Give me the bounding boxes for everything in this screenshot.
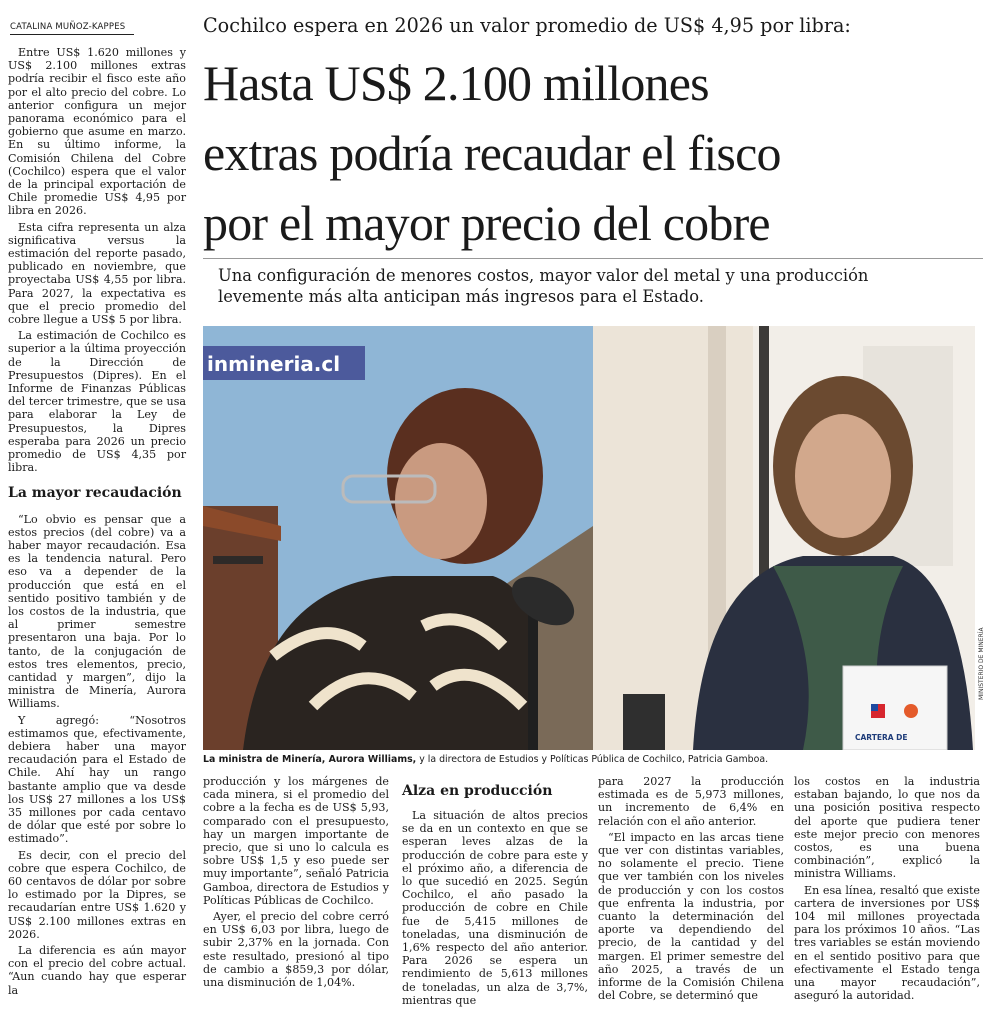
headline (203, 48, 983, 258)
paragraph: Entre US$ 1.620 millones y US$ 2.100 millones extras podría recibir el fisco este año por el alto precio del cobre. Lo anterior configura un mejor panorama económico para el gobierno que asume en marzo. En su último informe, la Comisión Chilena del Cobre (Cochilco) espera que el valor de la principal exportación de Chile promedie US$ 4,95 por libra en 2026. (8, 46, 186, 218)
paragraph: Ayer, el precio del cobre cerró en US$ 6,03 por libra, luego de subir 2,37% en la jornada. Con este resultado, presionó al tipo de cambio a $859,3 por dólar, una disminución de 1,04%. (203, 910, 389, 990)
photo-credit: MINISTERIO DE MINERÍA (978, 627, 985, 700)
paragraph: Es decir, con el precio del cobre que espera Cochilco, de 60 centavos de dólar por sobre lo estimado por la Dipres, se recaudarían entre US$ 1.620 y US$ 2.100 millones extras en 2026. (8, 848, 186, 941)
paragraph: La estimación de Cochilco es superior a la última proyección de la Dirección de Presupuestos (Dipres). En el Informe de Finanzas Públicas del tercer trimestre, que se usa para elaborar la Ley de Presupuestos, la Dipres esperaba para 2026 un precio promedio de US$ 4,35 por libra. (8, 329, 186, 475)
paragraph: “El impacto en las arcas tiene que ver con distintas variables, no solamente el precio. Tiene que ver también con los niveles de producción y con los costos que enfrenta la industria, por cuanto la determinación del aporte va dependiendo del precio, de la cantidad y del margen. El primer semestre del año 2025, a través de un informe de la Comisión Chilena del Cobre, se determinó que (598, 830, 784, 1003)
paragraph: La situación de altos precios se da en un contexto en que se esperan leves alzas de la producción de cobre para este y el próximo año, a diferencia de lo que sucedió en 2025. Según Cochilco, el año pasado la producción de cobre en Chile fue de 5,415 millones de toneladas, una disminución de 1,6% respecto del año anterior. Para 2026 se espera un rendimiento de 5,613 millones de toneladas, un alza de 3,7%, mientras que (402, 809, 588, 1007)
left-column (8, 46, 186, 1000)
headline-line: Hasta US$ 2.100 millones (203, 55, 709, 111)
column-3 (402, 775, 588, 1010)
banner-text: inmineria.cl (207, 352, 341, 376)
divider (203, 258, 983, 259)
section-heading: Alza en producción (402, 783, 553, 799)
column-4 (598, 775, 784, 1005)
headline-line: por el mayor precio del cobre (203, 195, 770, 251)
press-photo (203, 326, 975, 750)
paragraph: “Lo obvio es pensar que a estos precios (del cobre) va a haber mayor recaudación. Esa es la tendencia natural. Pero eso va a depender de la producción que está en el sentido positivo también y de los costos de la industria, que al primer semestre presentaron una baja. Por lo tanto, de la conjugación de estos tres elementos, precio, cantidad y margen”, dijo la ministra de Minería, Aurora Williams. (8, 512, 186, 711)
paragraph: Esta cifra representa un alza significativa versus la estimación del reporte pasado, publicado en noviembre, que proyectaba US$ 4,55 por libra. Para 2027, la expectativa es que el precio promedio del cobre llegue a US$ 5 por libra. (8, 220, 186, 327)
byline: CATALINA MUÑOZ-KAPPES (10, 22, 134, 35)
section-heading: La mayor recaudación (8, 484, 182, 501)
subhead-line: levemente más alta anticipan más ingresos para el Estado. (218, 287, 704, 306)
headline-line: extras podría recaudar el fisco (203, 125, 781, 181)
subhead-line: Una configuración de menores costos, mayor valor del metal y una producción (218, 266, 869, 285)
paragraph: los costos en la industria estaban bajando, lo que nos da una posición positiva respecto del aporte que pudiera tener este mejor precio con menores costos, es una buena combinación”, explicó la ministra Williams. (794, 775, 980, 881)
caption-text: y la directora de Estudios y Políticas Pública de Cochilco, Patricia Gamboa. (416, 754, 769, 765)
subheadline (218, 265, 978, 307)
paragraph: para 2027 la producción estimada es de 5,973 millones, un incremento de 6,4% en relación con el año anterior. (598, 775, 784, 828)
paragraph: En esa línea, resaltó que existe cartera de inversiones por US$ 104 mil millones proyectada para los próximos 10 años. “Las tres variables se están moviendo en el sentido positivo para que efectivamente el Estado tenga una mayor recaudación”, aseguró la autoridad. (794, 883, 980, 1003)
paragraph: producción y los márgenes de cada minera, si el promedio del cobre a la fecha es de US$ 5,93, comparado con el presupuesto, hay un margen importante de precio, que si uno lo calcula es sobre US$ 1,5 y eso puede ser muy importante”, señaló Patricia Gamboa, directora de Estudios y Políticas Públicas de Cochilco. (203, 775, 389, 907)
photo-caption (203, 754, 983, 765)
photo-illustration (203, 326, 975, 750)
paragraph: La diferencia es aún mayor con el precio del cobre actual. “Aun cuando hay que esperar la (8, 944, 186, 997)
paragraph: Y agregó: “Nosotros estimamos que, efectivamente, debiera haber una mayor recaudación para el Estado de Chile. Ahí hay un rango bastante amplio que va desde los US$ 27 millones a los US$ 35 millones por cada centavo de dólar que esté por sobre lo estimado”. (8, 713, 186, 846)
column-2 (203, 775, 389, 992)
nameplate-text: CARTERA DE (855, 733, 908, 742)
column-5 (794, 775, 980, 1005)
caption-bold: La ministra de Minería, Aurora Williams, (203, 754, 417, 765)
kicker: Cochilco espera en 2026 un valor promedio de US$ 4,95 por libra: (203, 14, 851, 37)
